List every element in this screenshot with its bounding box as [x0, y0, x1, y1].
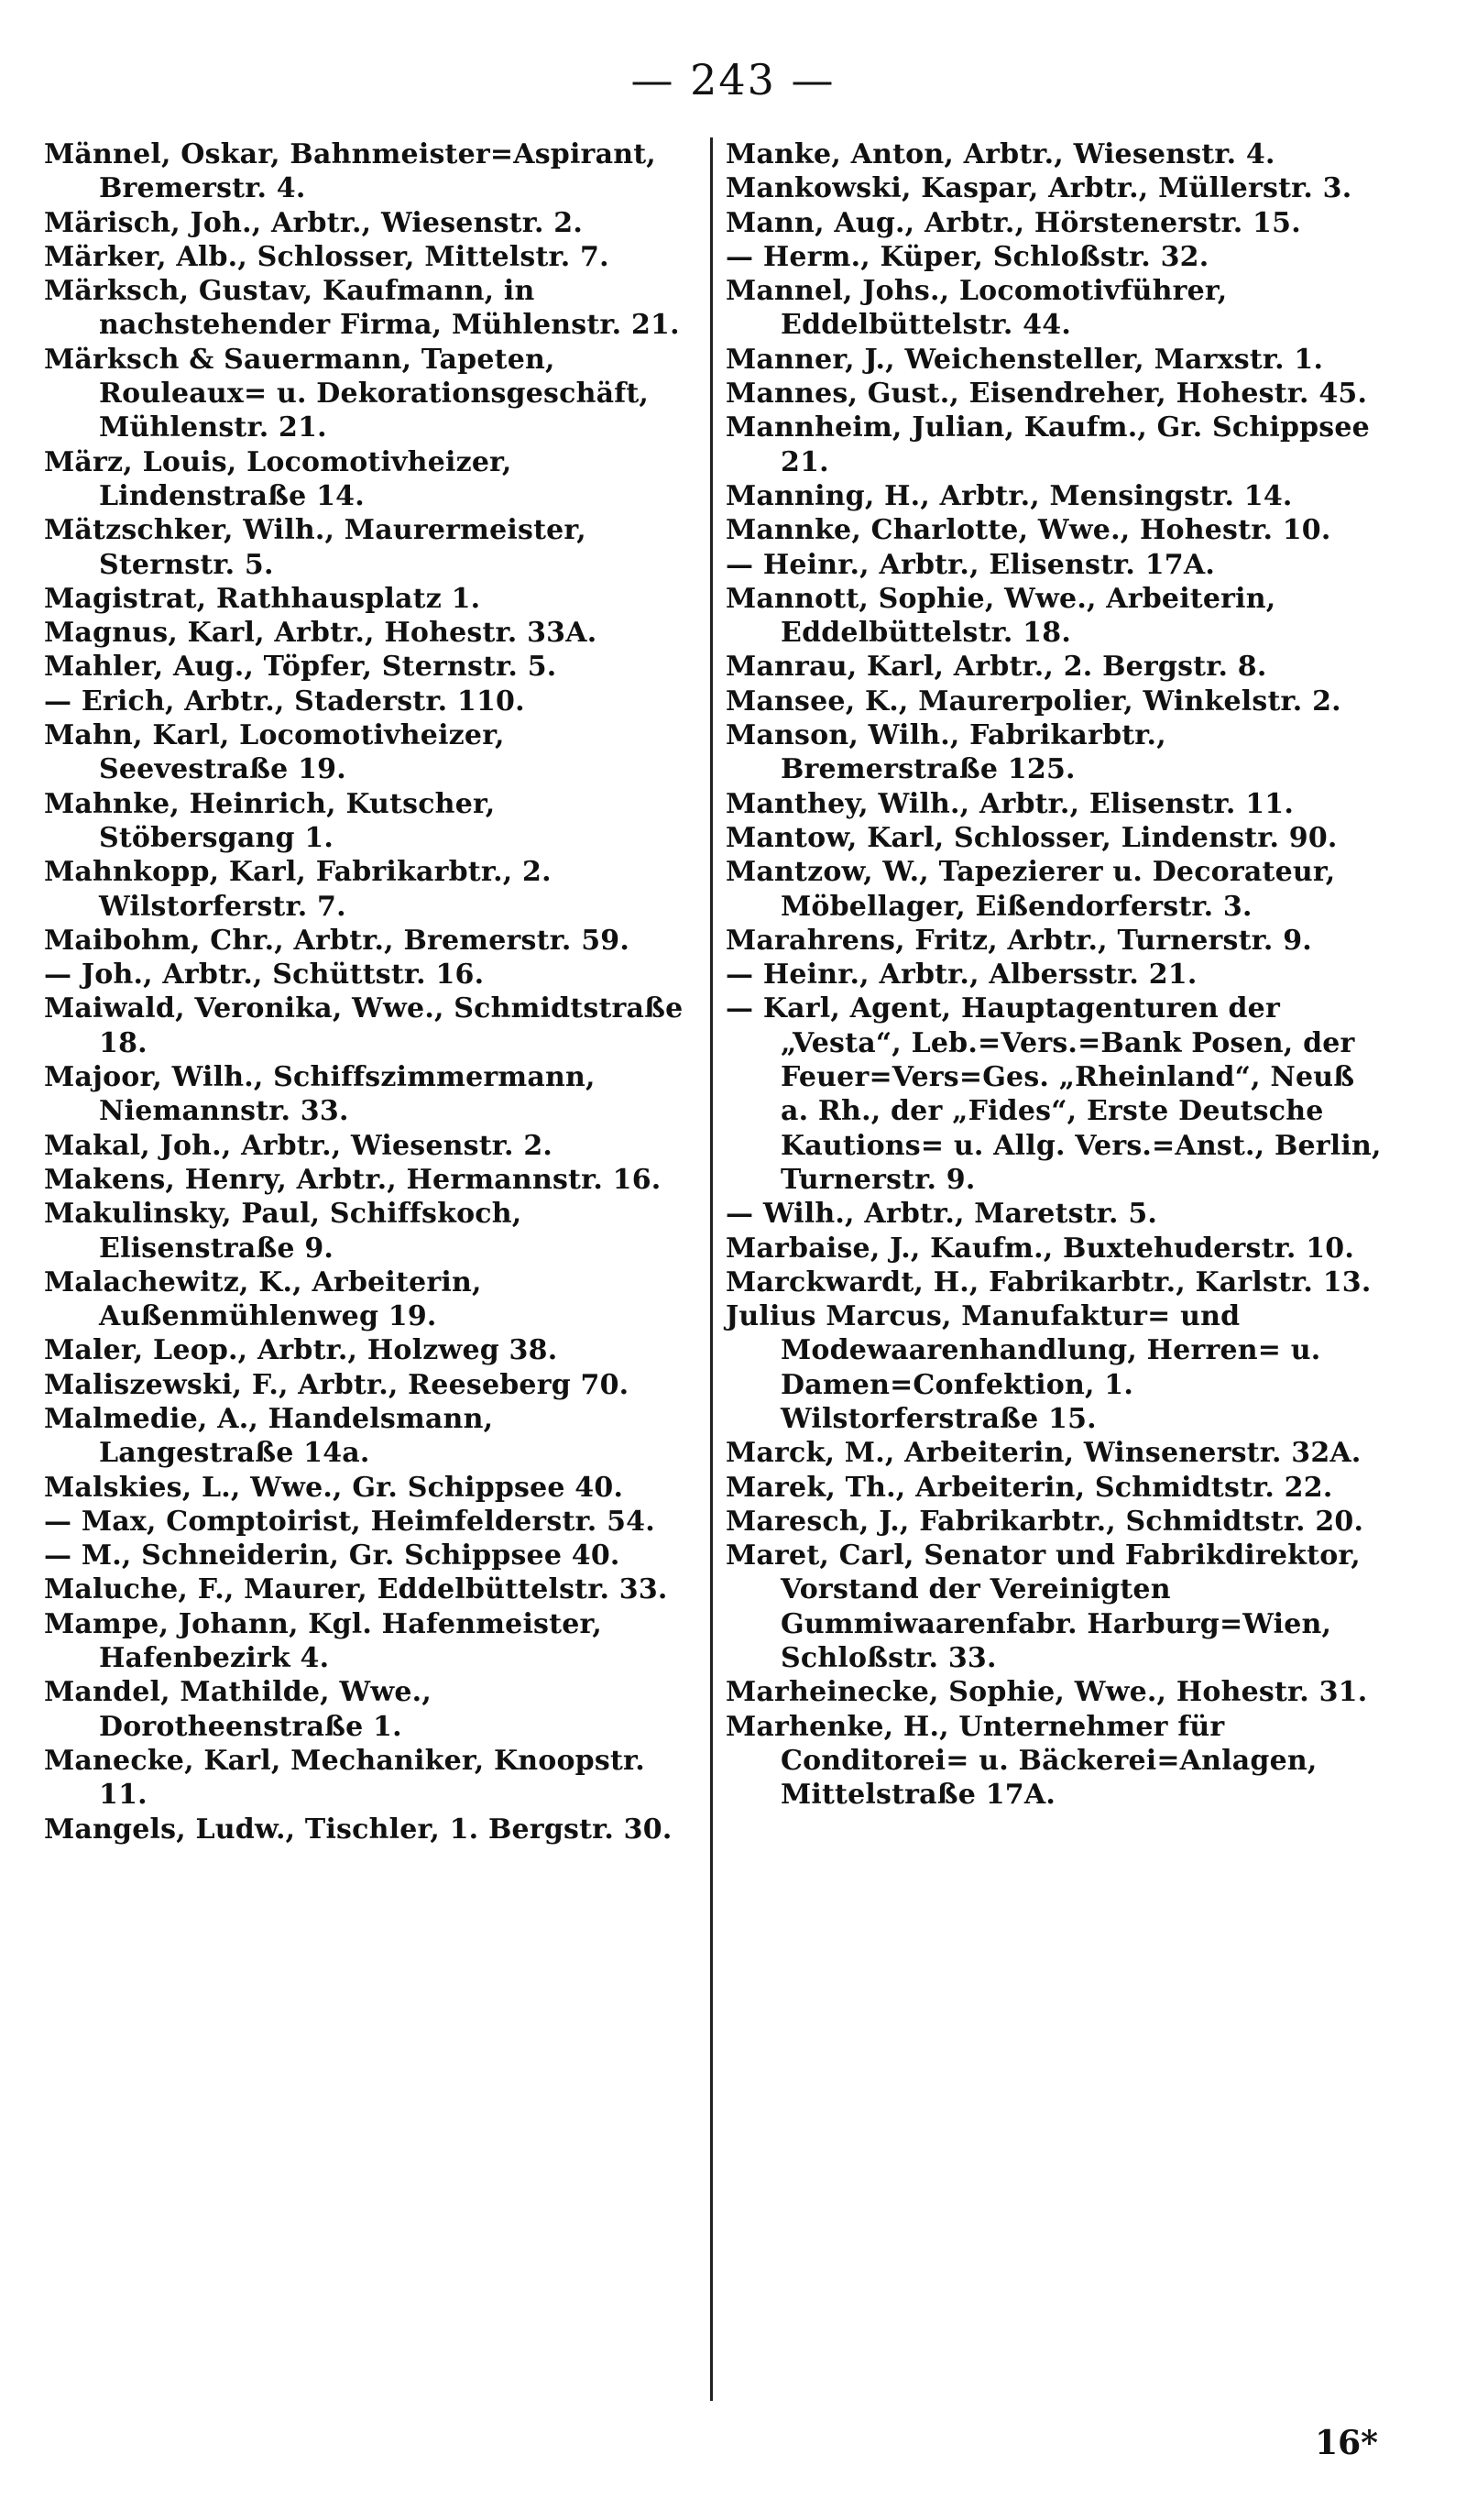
- directory-entry: Mandel, Mathilde, Wwe., Dorotheenstraße 1.: [44, 1676, 432, 1743]
- directory-entry: — Joh., Arbtr., Schüttstr. 16.: [44, 959, 485, 992]
- directory-entry: Malmedie, A., Handelsmann, Langestraße 14a.: [44, 1402, 494, 1470]
- left-column: [44, 137, 713, 2401]
- directory-entry: Marhenke, H., Unternehmer für Conditorei= u. Bäckerei=Anlagen, Mittelstraße 17A.: [726, 1710, 1318, 1812]
- directory-entry: — Karl, Agent, Hauptagenturen der „Vesta“, Leb.=Vers.=Bank Posen, der Feuer=Vers=Ges. „Rheinland“, Neuß a. Rh., der „Fides“, Erste Deutsche Kautions= u. Allg. Vers.=Anst., Berlin, Turnerstr. 9.: [726, 992, 1382, 1196]
- directory-entry: — Max, Comptoirist, Heimfelderstr. 54.: [44, 1505, 655, 1538]
- directory-entry: Manthey, Wilh., Arbtr., Elisenstr. 11.: [726, 787, 1294, 820]
- directory-entry: Marckwardt, H., Fabrikarbtr., Karlstr. 13.: [726, 1265, 1372, 1298]
- directory-entry: — Herm., Küper, Schloßstr. 32.: [726, 240, 1209, 273]
- directory-entry: Julius Marcus, Manufaktur= und Modewaarenhandlung, Herren= u. Damen=Confektion, 1. Wilstorferstraße 15.: [726, 1300, 1321, 1435]
- directory-entry: Manrau, Karl, Arbtr., 2. Bergstr. 8.: [726, 651, 1267, 684]
- directory-entry: Mahler, Aug., Töpfer, Sternstr. 5.: [44, 651, 557, 684]
- directory-entry: Mannke, Charlotte, Wwe., Hohestr. 10.: [726, 514, 1331, 547]
- directory-entry: Makal, Joh., Arbtr., Wiesenstr. 2.: [44, 1129, 553, 1162]
- directory-entry: Männel, Oskar, Bahnmeister=Aspirant, Bremerstr. 4.: [44, 138, 656, 205]
- directory-entry: Mahn, Karl, Locomotivheizer, Seevestraße 19.: [44, 719, 505, 786]
- directory-entry: Mahnke, Heinrich, Kutscher, Stöbersgang 1.: [44, 787, 496, 854]
- directory-entry: Maler, Leop., Arbtr., Holzweg 38.: [44, 1334, 558, 1367]
- directory-entry: Marbaise, J., Kaufm., Buxtehuderstr. 10.: [726, 1232, 1355, 1265]
- directory-entry: Mankowski, Kaspar, Arbtr., Müllerstr. 3.: [726, 172, 1352, 205]
- directory-entry: Marck, M., Arbeiterin, Winsenerstr. 32A.: [726, 1437, 1362, 1470]
- directory-entry: Mannel, Johs., Locomotivführer, Eddelbüttelstr. 44.: [726, 275, 1228, 342]
- directory-entry: Mätzschker, Wilh., Maurermeister, Sternstr. 5.: [44, 514, 586, 581]
- directory-entry: Magnus, Karl, Arbtr., Hohestr. 33A.: [44, 617, 597, 650]
- directory-entry: Mahnkopp, Karl, Fabrikarbtr., 2. Wilstorferstr. 7.: [44, 856, 552, 923]
- sheet-signature: 16*: [1315, 2424, 1378, 2462]
- directory-entry: Maluche, F., Maurer, Eddelbüttelstr. 33.: [44, 1573, 668, 1606]
- directory-entry: Majoor, Wilh., Schiffszimmermann, Niemannstr. 33.: [44, 1061, 596, 1128]
- directory-entry: — Erich, Arbtr., Staderstr. 110.: [44, 685, 525, 718]
- directory-entry: Maiwald, Veronika, Wwe., Schmidtstraße 18.: [44, 992, 684, 1059]
- directory-entry: Makulinsky, Paul, Schiffskoch, Elisenstraße 9.: [44, 1198, 522, 1265]
- directory-entry: Mampe, Johann, Kgl. Hafenmeister, Hafenbezirk 4.: [44, 1607, 602, 1675]
- directory-entry: Märker, Alb., Schlosser, Mittelstr. 7.: [44, 240, 609, 273]
- directory-entry: Märksch & Sauermann, Tapeten, Rouleaux= u. Dekorationsgeschäft, Mühlenstr. 21.: [44, 343, 650, 444]
- directory-entry: Marheinecke, Sophie, Wwe., Hohestr. 31.: [726, 1676, 1368, 1709]
- directory-entry: Mansee, K., Maurerpolier, Winkelstr. 2.: [726, 685, 1341, 718]
- directory-entry: Märksch, Gustav, Kaufmann, in nachstehender Firma, Mühlenstr. 21.: [44, 275, 680, 342]
- directory-entry: Mantow, Karl, Schlosser, Lindenstr. 90.: [726, 821, 1338, 854]
- directory-entry: Manke, Anton, Arbtr., Wiesenstr. 4.: [726, 138, 1275, 170]
- directory-entry: Manning, H., Arbtr., Mensingstr. 14.: [726, 479, 1293, 512]
- directory-columns: [44, 137, 1382, 2401]
- directory-entry: Makens, Henry, Arbtr., Hermannstr. 16.: [44, 1163, 662, 1196]
- directory-entry: Maresch, J., Fabrikarbtr., Schmidtstr. 20.: [726, 1505, 1364, 1538]
- directory-entry: — Wilh., Arbtr., Maretstr. 5.: [726, 1198, 1158, 1231]
- directory-entry: Mannes, Gust., Eisendreher, Hohestr. 45.: [726, 378, 1368, 411]
- directory-entry: Manson, Wilh., Fabrikarbtr., Bremerstraße 125.: [726, 719, 1166, 786]
- directory-entry: Malskies, L., Wwe., Gr. Schippsee 40.: [44, 1471, 624, 1504]
- directory-entry: Manecke, Karl, Mechaniker, Knoopstr. 11.: [44, 1744, 645, 1812]
- directory-entry: Mannheim, Julian, Kaufm., Gr. Schippsee 21.: [726, 411, 1370, 478]
- directory-entry: Maliszewski, F., Arbtr., Reeseberg 70.: [44, 1368, 629, 1401]
- directory-entry: — Heinr., Arbtr., Albersstr. 21.: [726, 959, 1198, 992]
- directory-entry: — Heinr., Arbtr., Elisenstr. 17A.: [726, 548, 1215, 581]
- directory-entry: Mann, Aug., Arbtr., Hörstenerstr. 15.: [726, 206, 1301, 239]
- directory-entry: Malachewitz, K., Arbeiterin, Außenmühlenweg 19.: [44, 1265, 482, 1333]
- directory-entry: Marek, Th., Arbeiterin, Schmidtstr. 22.: [726, 1471, 1333, 1504]
- page-number: — 243 —: [630, 55, 836, 104]
- right-column: [713, 137, 1382, 2401]
- directory-entry: Märisch, Joh., Arbtr., Wiesenstr. 2.: [44, 206, 583, 239]
- directory-entry: Manner, J., Weichensteller, Marxstr. 1.: [726, 343, 1324, 376]
- directory-entry: Mangels, Ludw., Tischler, 1. Bergstr. 30.: [44, 1813, 673, 1846]
- directory-entry: Mantzow, W., Tapezierer u. Decorateur, Möbellager, Eißendorferstr. 3.: [726, 856, 1336, 923]
- directory-entry: Maibohm, Chr., Arbtr., Bremerstr. 59.: [44, 924, 630, 957]
- directory-entry: Mannott, Sophie, Wwe., Arbeiterin, Eddelbüttelstr. 18.: [726, 582, 1276, 650]
- directory-entry: Marahrens, Fritz, Arbtr., Turnerstr. 9.: [726, 924, 1312, 957]
- directory-entry: Magistrat, Rathhausplatz 1.: [44, 582, 481, 615]
- directory-entry: — M., Schneiderin, Gr. Schippsee 40.: [44, 1539, 620, 1572]
- directory-entry: März, Louis, Locomotivheizer, Lindenstraße 14.: [44, 445, 512, 512]
- directory-entry: Maret, Carl, Senator und Fabrikdirektor, Vorstand der Vereinigten Gummiwaarenfabr. Harburg=Wien, Schloßstr. 33.: [726, 1539, 1361, 1675]
